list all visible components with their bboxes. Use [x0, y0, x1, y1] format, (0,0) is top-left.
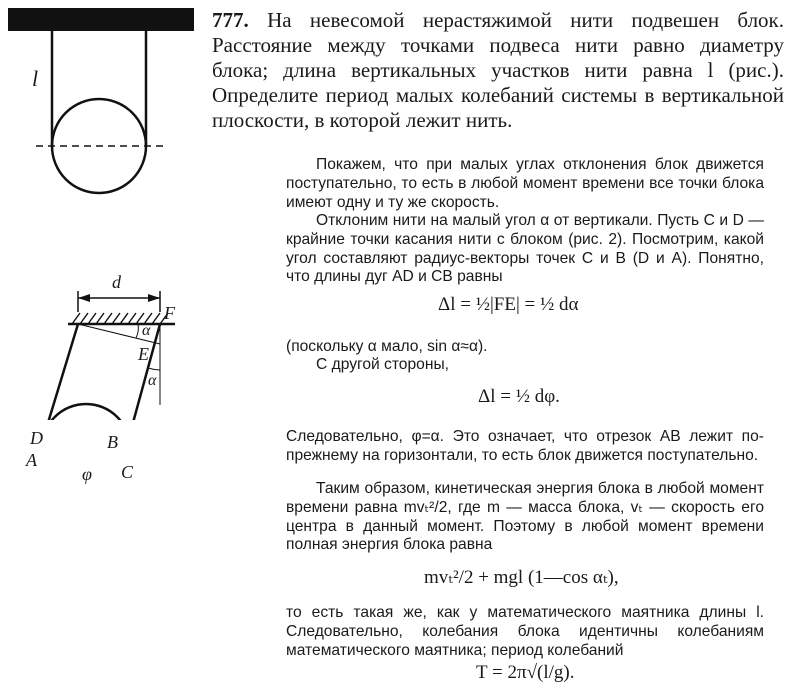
label-F: F: [164, 303, 175, 323]
label-B: B: [107, 432, 118, 452]
label-C: C: [121, 462, 134, 482]
label-phi: φ: [82, 464, 92, 484]
solution-paragraph-6: Таким образом, кинетическая энергия блока в любой момент времени равна mvₜ²/2, где m — масса блока, vₜ — скорость его центра в данный момент. Поэтому в любой момент времени полная энергия блока равна: [286, 480, 764, 554]
formula-period: T = 2π√(l/g).: [476, 662, 575, 683]
label-d: d: [112, 272, 121, 292]
label-alpha-right: α: [148, 372, 157, 389]
label-E: E: [138, 344, 149, 364]
block-circle: [42, 404, 130, 420]
problem-statement: [212, 8, 784, 133]
solution-paragraph-3: (поскольку α мало, sin α≈α).: [286, 338, 488, 355]
formula-delta-l-phi: Δl = ½ dφ.: [478, 386, 560, 407]
formula-total-energy: mvₜ²/2 + mgl (1—cos αₜ),: [424, 567, 619, 588]
solution-paragraph-2: Отклоним нити на малый угол α от вертикали. Пусть C и D — крайние точки касания нити с блоком (рис. 2). Посмотрим, какой угол составляют радиус-векторы точек C и B (D и A). Понятно, что длины дуг AD и CB равны: [286, 212, 764, 286]
formula-delta-l-fe: Δl = ½|FE| = ½ dα: [438, 294, 579, 315]
solution-paragraph-7: то есть такая же, как у математического маятника длины l. Следовательно, колебания блока идентичны колебаниям математического маятника; период колебаний: [286, 604, 764, 659]
figure-2-deflected-block: [0, 0, 230, 420]
problem-number: 777.: [212, 8, 249, 32]
label-A: A: [26, 450, 37, 470]
solution-paragraph-4: С другой стороны,: [316, 356, 449, 373]
label-l: l: [32, 66, 39, 91]
solution-paragraph-5: Следовательно, φ=α. Это означает, что отрезок AB лежит по-прежнему на горизонтали, то есть блок движется поступательно.: [286, 428, 764, 464]
solution-paragraph-1: Покажем, что при малых углах отклонения блок движется поступательно, то есть в любой момент времени все точки блока имеют одну и ту же скорость.: [286, 156, 764, 211]
problem-text: На невесомой нерастяжимой нити подвешен блок. Расстояние между точками подвеса нити равно диаметру блока; длина вертикальных участков нити равна l (рис.). Определите период малых колебаний системы в вертикальной плоскости, в которой лежит нить.: [212, 8, 785, 132]
label-D: D: [30, 428, 43, 448]
label-alpha-top: α: [142, 322, 151, 339]
